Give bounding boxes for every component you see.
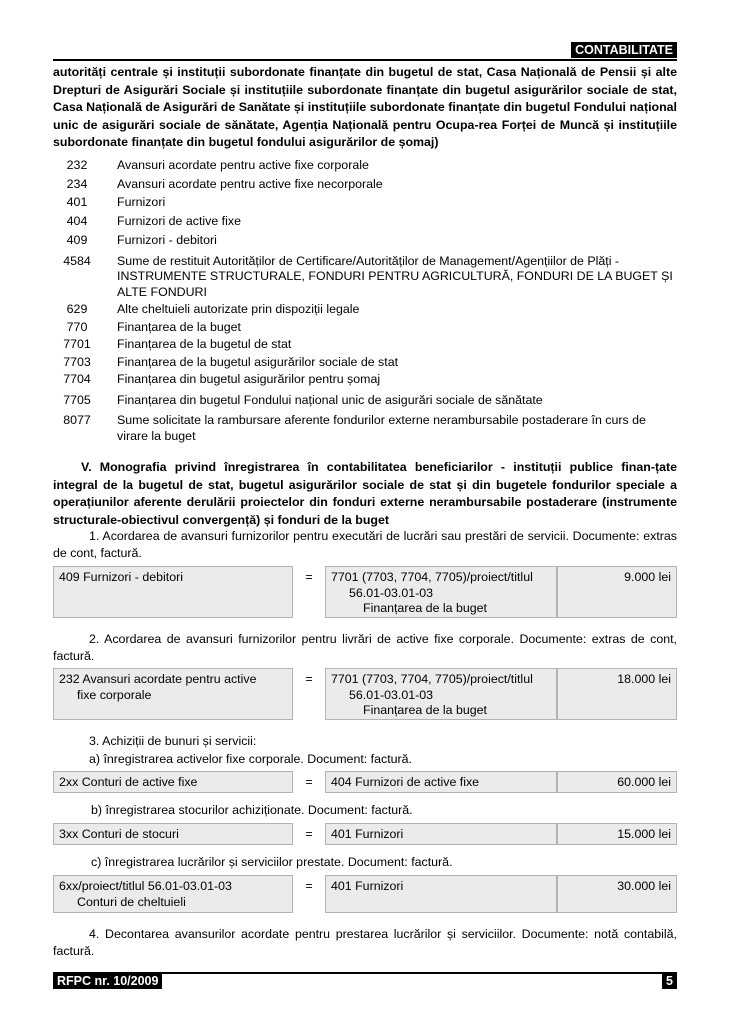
- account-name: Finanțarea de la bugetul asigurărilor sociale de stat: [117, 354, 399, 369]
- debit-account: [53, 668, 293, 720]
- debit-account: 2xx Conturi de active fixe: [53, 771, 293, 793]
- credit-label: 7701 (7703, 7704, 7705)/proiect/titlul: [331, 570, 533, 584]
- account-code: 401: [66, 195, 88, 209]
- step-3: 3. Achiziții de bunuri și servicii:: [89, 734, 257, 748]
- credit-account: 404 Furnizori de active fixe: [325, 771, 557, 793]
- entry-amount: 60.000 lei: [557, 771, 677, 793]
- account-code: 7705: [63, 392, 91, 407]
- entry-amount: 30.000 lei: [557, 875, 677, 913]
- debit-account: 3xx Conturi de stocuri: [53, 823, 293, 845]
- account-code: 234: [66, 176, 88, 191]
- credit-description: Finanțarea de la buget: [363, 601, 487, 615]
- step-1: 1. Acordarea de avansuri furnizorilor pentru executări de lucrări sau prestări de servicii. Documente: extras de cont, factură.: [53, 529, 677, 560]
- account-name: Furnizori: [117, 195, 166, 209]
- credit-sublabel: 56.01-03.01-03: [349, 687, 434, 702]
- account-row: [53, 355, 677, 371]
- page-footer: [53, 972, 677, 991]
- equals-sign: =: [293, 771, 325, 793]
- journal-entry-3c: [53, 875, 677, 913]
- equals-sign: =: [293, 875, 325, 913]
- account-name: Furnizori de active fixe: [117, 213, 241, 228]
- entry-amount: 15.000 lei: [557, 823, 677, 845]
- page-header: [53, 42, 677, 61]
- credit-account: 401 Furnizori: [325, 875, 557, 913]
- account-code: 4584: [63, 253, 91, 268]
- account-row: [53, 337, 677, 353]
- credit-description: Finanțarea de la buget: [363, 703, 487, 717]
- account-name: Finanțarea de la bugetul de stat: [117, 337, 292, 351]
- account-code: 409: [66, 233, 88, 247]
- account-code: 232: [66, 158, 88, 172]
- step-3b: b) înregistrarea stocurilor achiziționate. Document: factură.: [91, 803, 413, 817]
- section-v-heading: V. Monografia privind înregistrarea în contabilitatea beneficiarilor - instituții publice finan-țate integral de la bugetul de stat, bugetul asigurărilor sociale de stat și din bugetele fondurilor speciale a operațiunilor aferente derulării proiectelor din fonduri externe nerambursabile postaderare (instrumente structurale-obiectivul convergență) și fonduri de la buget: [53, 460, 677, 527]
- account-name: Finanțarea din bugetul asigurărilor pentru șomaj: [117, 372, 381, 386]
- account-name: Finanțarea din bugetul Fondului național unic de asigurări sociale de sănătate: [117, 392, 543, 407]
- account-row: [53, 214, 677, 230]
- account-row: [53, 413, 677, 444]
- credit-account: 401 Furnizori: [325, 823, 557, 845]
- account-name: Sume solicitate la rambursare aferente fondurilor externe nerambursabile postaderare în curs de virare la buget: [117, 413, 646, 443]
- intro-paragraph: autorități centrale și instituții subordonate finanțate din bugetul de stat, Casa Națională de Pensii și alte Drepturi de Asigurări Sociale și instituțiile subordonate finanțate din bugetul asigurărilor sociale de stat, Casa Națională de Asigurări de Sanătate și instituțiile subordonate finanțate din bugetul Fondului național unic de asigurări sociale de sănătate, Agenția Națională pentru Ocupa-rea Forței de Muncă și instituțiile subordonate finanțate din bugetul fondului asigurărilor de șomaj): [53, 65, 677, 150]
- entry-amount: 18.000 lei: [557, 668, 677, 720]
- account-row: [53, 254, 677, 301]
- account-name: Alte cheltuieli autorizate prin dispoziții legale: [117, 302, 360, 316]
- entry-amount: 9.000 lei: [557, 566, 677, 618]
- account-code: 7704: [63, 372, 91, 386]
- account-row: [53, 302, 677, 318]
- account-code: 7703: [63, 354, 91, 369]
- step-3a: a) înregistrarea activelor fixe corporale. Document: factură.: [89, 752, 412, 766]
- credit-account: [325, 566, 557, 618]
- step-4: 4. Decontarea avansurilor acordate pentru prestarea lucrărilor și serviciilor. Documente: notă contabilă, factură.: [53, 927, 677, 958]
- debit-label: 6xx/proiect/titlul 56.01-03.01-03: [59, 879, 232, 893]
- account-name: Furnizori - debitori: [117, 233, 217, 247]
- equals-sign: =: [293, 823, 325, 845]
- equals-sign: =: [293, 668, 325, 720]
- account-name: Avansuri acordate pentru active fixe necorporale: [117, 176, 383, 191]
- credit-account: [325, 668, 557, 720]
- account-row: [53, 372, 677, 388]
- account-name: Avansuri acordate pentru active fixe corporale: [117, 158, 369, 172]
- account-row: [53, 320, 677, 336]
- equals-sign: =: [293, 566, 325, 618]
- journal-entry-3a: [53, 771, 677, 793]
- account-name: Sume de restituit Autorităților de Certificare/Autorităților de Management/Agențiilor de Plăți - INSTRUMENTE STRUCTURALE, FONDURI PENTRU AGRICULTURĂ, FONDURI DE LA BUGET ȘI ALTE FONDURI: [117, 253, 673, 299]
- step-2: 2. Acordarea de avansuri furnizorilor pentru livrări de active fixe corporale. Documente: extras de cont, factură.: [53, 632, 677, 663]
- account-code: 629: [66, 302, 88, 316]
- accounts-list: [53, 158, 677, 444]
- debit-account: [53, 566, 293, 618]
- account-row: [53, 177, 677, 193]
- account-code: 770: [66, 319, 88, 334]
- page-number: 5: [662, 974, 677, 989]
- credit-label: 7701 (7703, 7704, 7705)/proiect/titlul: [331, 672, 533, 686]
- account-row: [53, 233, 677, 249]
- journal-entry-3b: [53, 823, 677, 845]
- account-row: [53, 158, 677, 174]
- issue-label: RFPC nr. 10/2009: [53, 974, 162, 989]
- account-code: 8077: [63, 413, 91, 427]
- debit-sublabel: Conturi de cheltuieli: [77, 894, 186, 909]
- debit-account: [53, 875, 293, 913]
- account-row: [53, 195, 677, 211]
- journal-entry-1: [53, 566, 677, 618]
- journal-entry-2: [53, 668, 677, 720]
- credit-sublabel: 56.01-03.01-03: [349, 585, 434, 600]
- account-row: [53, 393, 677, 409]
- account-name: Finanțarea de la buget: [117, 319, 241, 334]
- step-3c: c) înregistrarea lucrărilor și serviciilor prestate. Document: factură.: [91, 855, 453, 869]
- account-code: 7701: [63, 337, 91, 351]
- debit-label: 232 Avansuri acordate pentru active: [59, 672, 257, 686]
- account-code: 404: [66, 213, 88, 228]
- debit-label: 409 Furnizori - debitori: [59, 570, 183, 584]
- debit-sublabel: fixe corporale: [77, 687, 152, 702]
- section-tag: CONTABILITATE: [571, 42, 677, 58]
